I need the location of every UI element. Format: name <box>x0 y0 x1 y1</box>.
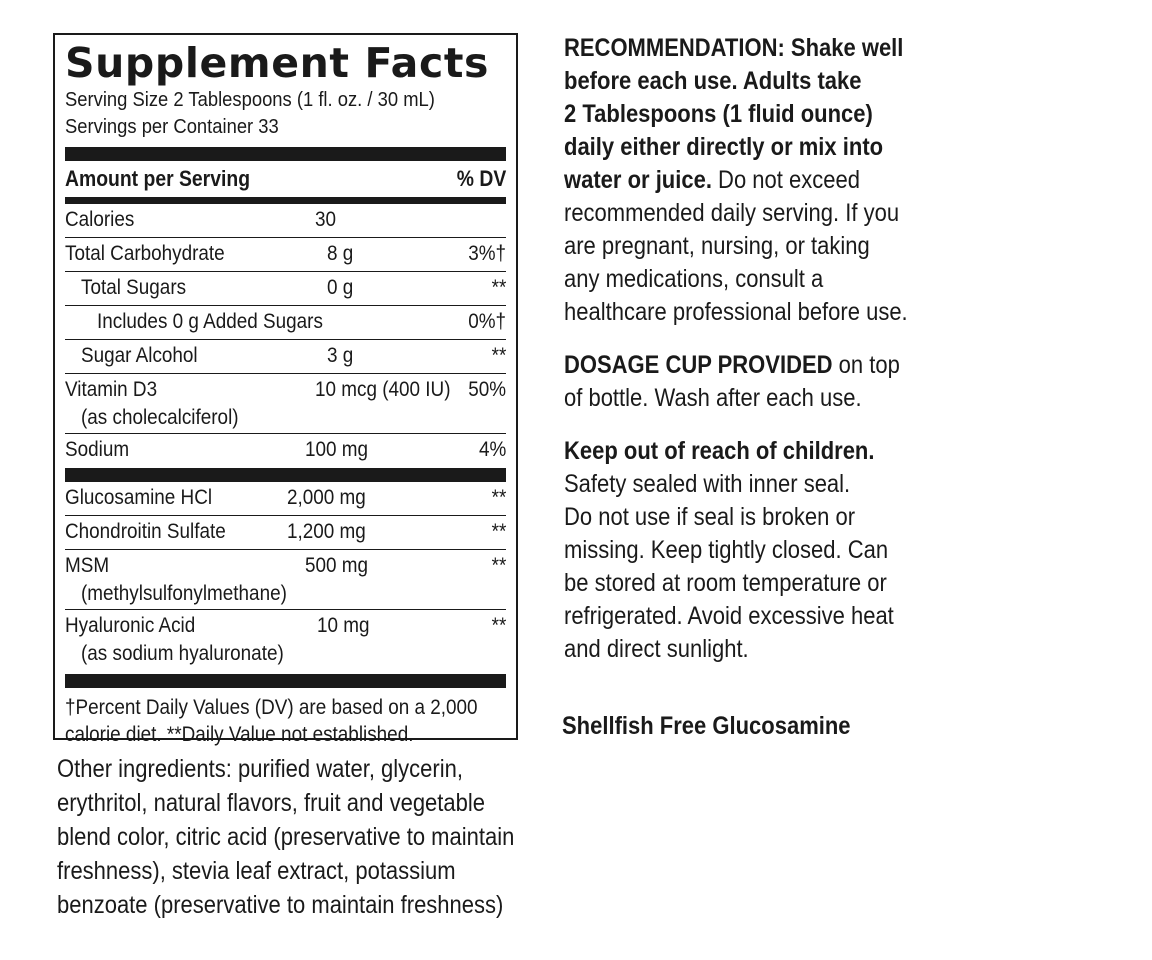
footnote-line-1: †Percent Daily Values (DV) are based on a 2,000 <box>65 696 478 719</box>
recommendation-line: daily either directly or mix into <box>564 133 884 161</box>
recommendation-line: recommended daily serving. If you <box>564 199 900 227</box>
servings-per-container: Servings per Container 33 <box>65 116 279 138</box>
facts-row-total-sugars <box>65 272 506 306</box>
safety-line: Do not use if seal is broken or <box>564 503 856 531</box>
divider-thick <box>65 674 506 688</box>
row-amount: 30 <box>315 208 337 231</box>
row-dv: 4% <box>478 438 506 461</box>
row-dv: ** <box>491 344 506 367</box>
recommendation-line: 2 Tablespoons (1 fluid ounce) <box>564 100 873 128</box>
safety-line: missing. Keep tightly closed. Can <box>564 536 889 564</box>
row-amount: 2,000 mg <box>287 486 366 509</box>
facts-row-glucosamine <box>65 482 506 516</box>
facts-row-hyaluronic-acid <box>65 610 506 674</box>
row-amount: 10 mcg (400 IU) <box>315 378 451 401</box>
header-dv: % DV <box>456 166 506 191</box>
row-name: Sugar Alcohol <box>81 344 198 367</box>
facts-row-calories <box>65 204 506 238</box>
directions-column <box>564 32 1124 666</box>
recommendation-line: are pregnant, nursing, or taking <box>564 232 870 260</box>
facts-row-total-carbohydrate <box>65 238 506 272</box>
dosage-line <box>564 349 1057 382</box>
row-amount: 0 g <box>327 276 354 299</box>
row-amount: 500 mg <box>305 554 369 577</box>
dosage-block <box>564 349 1124 415</box>
shellfish-free-tagline: Shellfish Free Glucosamine <box>562 712 851 740</box>
recommendation-line: before each use. Adults take <box>564 67 862 95</box>
other-ingredients-line: freshness), stevia leaf extract, potassium <box>57 857 456 885</box>
row-amount: 100 mg <box>305 438 369 461</box>
dosage-line: of bottle. Wash after each use. <box>564 384 862 412</box>
divider-medium <box>65 197 506 204</box>
row-name: Includes 0 g Added Sugars <box>97 310 323 333</box>
facts-row-added-sugars <box>65 306 506 340</box>
spacer <box>564 329 1124 349</box>
row-name: Hyaluronic Acid <box>65 614 196 637</box>
row-name: Vitamin D3 <box>65 378 158 401</box>
row-dv: ** <box>491 276 506 299</box>
other-ingredients-line: blend color, citric acid (preservative to maintain <box>57 823 515 851</box>
other-ingredients <box>57 752 527 922</box>
facts-row-sodium <box>65 434 506 468</box>
facts-row-msm <box>65 550 506 610</box>
dosage-text: on top <box>832 351 900 379</box>
row-dv: ** <box>491 554 506 577</box>
facts-title: Supplement Facts <box>65 39 490 87</box>
recommendation-line: any medications, consult a <box>564 265 824 293</box>
facts-header-row <box>65 161 506 197</box>
row-amount: 8 g <box>327 242 354 265</box>
row-dv: ** <box>491 486 506 509</box>
recommendation-block <box>564 32 1124 329</box>
other-ingredients-line: benzoate (preservative to maintain freshness) <box>57 891 504 919</box>
row-name: Chondroitin Sulfate <box>65 520 226 543</box>
row-name: Total Sugars <box>81 276 187 299</box>
divider-thick <box>65 468 506 482</box>
spacer <box>564 415 1124 435</box>
row-dv: ** <box>491 520 506 543</box>
facts-row-vitamin-d3 <box>65 374 506 434</box>
safety-block <box>564 435 1124 666</box>
footnote-line-2: calorie diet. **Daily Value not established. <box>65 723 414 746</box>
recommendation-text: Do not exceed <box>711 166 860 194</box>
row-subtext: (as sodium hyaluronate) <box>81 642 284 665</box>
facts-row-sugar-alcohol <box>65 340 506 374</box>
row-name: Glucosamine HCl <box>65 486 213 509</box>
row-amount: 10 mg <box>317 614 370 637</box>
recommendation-line <box>564 164 1057 197</box>
serving-size: Serving Size 2 Tablespoons (1 fl. oz. / 30 mL) <box>65 89 435 111</box>
header-amount: Amount per Serving <box>65 166 251 191</box>
row-name: Calories <box>65 208 135 231</box>
recommendation-bold-text: water or juice. <box>564 166 712 194</box>
row-name: Total Carbohydrate <box>65 242 225 265</box>
safety-line: be stored at room temperature or <box>564 569 887 597</box>
safety-line: refrigerated. Avoid excessive heat <box>564 602 894 630</box>
row-dv: 0%† <box>468 310 506 333</box>
row-name: Sodium <box>65 438 130 461</box>
safety-line: and direct sunlight. <box>564 635 749 663</box>
safety-heading: Keep out of reach of children. <box>564 437 875 465</box>
recommendation-line: healthcare professional before use. <box>564 298 908 326</box>
other-ingredients-line: erythritol, natural flavors, fruit and vegetable <box>57 789 486 817</box>
row-dv: 50% <box>468 378 506 401</box>
supplement-facts-panel <box>53 33 518 746</box>
facts-row-chondroitin <box>65 516 506 550</box>
row-amount: 1,200 mg <box>287 520 366 543</box>
row-subtext: (methylsulfonylmethane) <box>81 582 287 605</box>
row-amount: 3 g <box>327 344 354 367</box>
divider-thick <box>65 147 506 161</box>
recommendation-line: RECOMMENDATION: Shake well <box>564 34 904 62</box>
row-dv: ** <box>491 614 506 637</box>
other-ingredients-line: Other ingredients: purified water, glycerin, <box>57 755 463 783</box>
safety-line: Safety sealed with inner seal. <box>564 470 851 498</box>
row-name: MSM <box>65 554 110 577</box>
row-subtext: (as cholecalciferol) <box>81 406 239 429</box>
dosage-bold-text: DOSAGE CUP PROVIDED <box>564 351 833 379</box>
row-dv: 3%† <box>468 242 506 265</box>
